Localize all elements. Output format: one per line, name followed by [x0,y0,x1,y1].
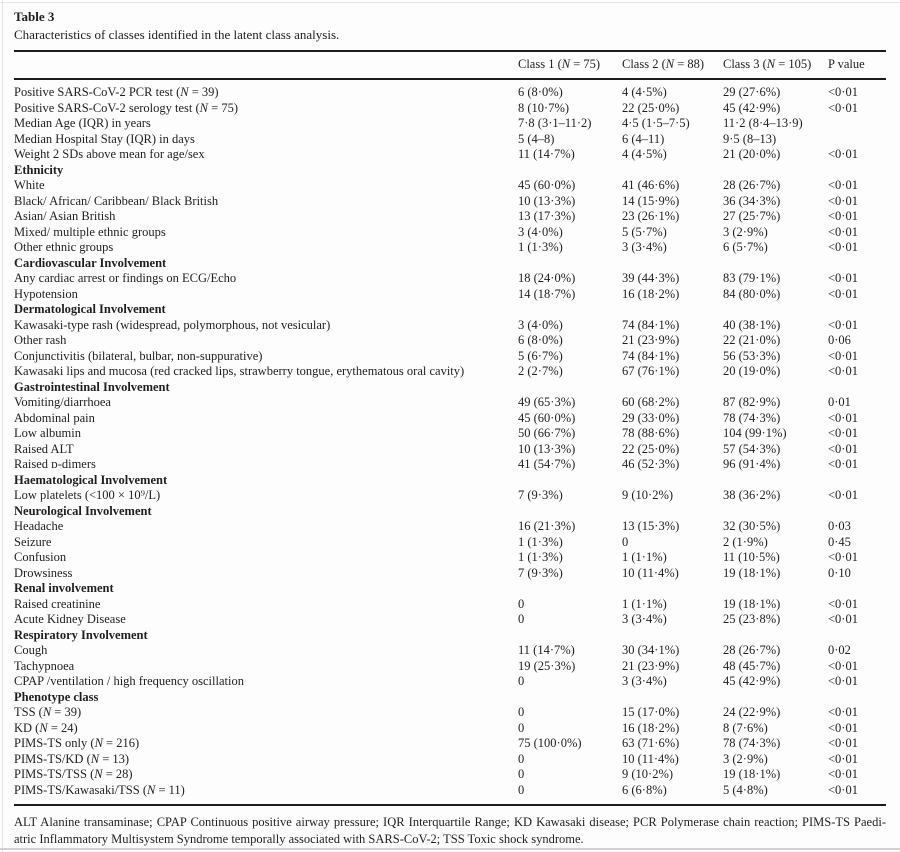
column-header-2: Class 2 (N = 88) [622,57,705,71]
cell-class2: 63 (71·6%) [622,736,680,750]
footnote [14,814,886,848]
row-label: Respiratory Involvement [14,627,148,642]
row-label: Abdominal pain [14,410,95,425]
cell-class3: 20 (19·0%) [723,364,781,378]
section-row [14,581,886,597]
latent-class-table [14,50,886,806]
table-row [14,426,886,442]
row-label: Phenotype class [14,689,99,704]
table-row [14,132,886,148]
cell-pvalue: <0·01 [828,100,858,115]
table-title: Table 3 [14,9,55,24]
section-row [14,256,886,272]
table-row [14,550,886,566]
row-label: Median Hospital Stay (IQR) in days [14,131,195,146]
cell-class2: 78 (88·6%) [622,426,680,440]
cell-pvalue [828,116,886,132]
cell-class2: 4 (4·5%) [622,85,667,99]
cell-class1: 41 (54·7%) [518,457,576,471]
row-label: Mixed/ multiple ethnic groups [14,224,166,239]
table-row [14,194,886,210]
row-label: Weight 2 SDs above mean for age/sex [14,147,205,161]
row-label: Cough [14,643,48,657]
row-label: Black/ African/ Caribbean/ Black British [14,193,219,208]
cell-pvalue: <0·01 [828,178,858,192]
cell-class2: 9 (10·2%) [622,488,674,502]
cell-class1: 7 (9·3%) [518,565,563,580]
cell-class3: 11 (10·5%) [723,550,780,564]
cell-class2: 60 (68·2%) [622,395,680,409]
cell-class2: 10 (11·4%) [622,565,679,580]
row-label: Low albumin [14,426,82,440]
cell-class3: 8 (7·6%) [723,720,768,735]
cell-class3: 5 (4·8%) [723,782,768,797]
cell-class1: 1 (1·3%) [518,534,563,549]
column-header-3: Class 3 (N = 105) [723,57,812,71]
cell-class3: 56 (53·3%) [723,348,781,363]
cell-class2: 0 [622,534,629,549]
cell-class1: 14 (18·7%) [518,286,576,301]
section-row [14,163,886,179]
row-label: Kawasaki lips and mucosa (red cracked lips, strawberry tongue, erythematous oral cavity) [14,364,465,378]
cell-pvalue: <0·01 [828,286,858,301]
cell-class3: 3 (2·9%) [723,224,768,239]
table-row [14,209,886,225]
cell-class1: 7 (9·3%) [518,488,563,502]
table-row [14,659,886,675]
cell-class2: 4 (4·5%) [622,147,667,161]
row-label: Headache [14,519,64,533]
cell-class3: 32 (30·5%) [723,519,781,533]
cell-pvalue: <0·01 [828,441,858,456]
cell-class2: 1 (1·1%) [622,596,667,611]
cell-class3: 87 (82·9%) [723,395,781,409]
cell-class2: 23 (26·1%) [622,209,680,223]
cell-class1: 7·8 (3·1–11·2) [518,116,592,130]
cell-class2: 5 (5·7%) [622,224,667,239]
table-row [14,240,886,256]
cell-pvalue: <0·01 [828,720,858,735]
header-row [14,50,886,80]
cell-pvalue: 0·01 [828,395,851,409]
cell-class1: 3 (4·0%) [518,224,563,239]
cell-class3: 27 (25·7%) [723,209,781,223]
row-label: Ethnicity [14,162,64,177]
row-label: Vomiting/diarrhoea [14,395,111,409]
cell-class3: 57 (54·3%) [723,441,781,456]
section-row [14,473,886,489]
cell-pvalue: <0·01 [828,317,858,332]
cell-pvalue: <0·01 [828,596,858,611]
row-label: PIMS-TS only (N = 216) [14,736,140,750]
cell-class2: 39 (44·3%) [622,271,680,285]
cell-pvalue: <0·01 [828,736,858,750]
cell-class2: 21 (23·9%) [622,658,680,673]
cell-class2: 4·5 (1·5–7·5) [622,116,690,130]
table-row [14,566,886,582]
row-label: Acute Kidney Disease [14,612,126,626]
cell-class2: 3 (3·4%) [622,612,667,626]
cell-class1: 0 [518,596,525,611]
cell-class3: 104 (99·1%) [723,426,787,440]
cell-class1: 1 (1·3%) [518,550,563,564]
table-row [14,519,886,535]
cell-class1: 1 (1·3%) [518,240,563,254]
cell-class1: 19 (25·3%) [518,658,576,673]
cell-class2: 67 (76·1%) [622,364,680,378]
cell-class1: 10 (13·3%) [518,441,576,456]
cell-class3: 9·5 (8–13) [723,131,777,146]
row-label: CPAP /ventilation / high frequency oscillation [14,674,244,688]
table-row [14,721,886,737]
row-label: Asian/ Asian British [14,209,116,223]
row-label: Positive SARS-CoV-2 PCR test (N = 39) [14,85,219,99]
cell-class2: 41 (46·6%) [622,178,680,192]
table-row [14,85,886,101]
cell-class3: 6 (5·7%) [723,240,768,254]
row-label: TSS (N = 39) [14,705,82,719]
table-row [14,752,886,768]
table-row [14,767,886,783]
row-label: Other ethnic groups [14,240,114,254]
cell-class3: 29 (27·6%) [723,85,781,99]
table-row [14,442,886,458]
cell-class1: 11 (14·7%) [518,147,575,161]
table-row [14,736,886,752]
cell-class3: 28 (26·7%) [723,178,781,192]
table-row [14,287,886,303]
cell-pvalue [828,132,886,148]
cell-class1: 6 (8·0%) [518,333,563,347]
cell-class2: 9 (10·2%) [622,767,674,781]
cell-class3: 38 (36·2%) [723,488,781,502]
cell-class2: 46 (52·3%) [622,457,680,471]
section-row [14,504,886,520]
table-row [14,349,886,365]
table-row [14,271,886,287]
footnote-line-1: ALT Alanine transaminase; CPAP Continuous positive airway pressure; IQR Interquartile Range; KD Kawasaki disease; PCR Polymerase chain reaction; PIMS-TS Paedi- [14,815,886,829]
cell-class3: 19 (18·1%) [723,565,781,580]
row-label: Raised ᴅ-dimers [14,457,96,471]
cell-pvalue: <0·01 [828,193,858,208]
cell-pvalue: 0·06 [828,333,851,347]
cell-class1: 5 (4–8) [518,131,555,146]
row-label: Conjunctivitis (bilateral, bulbar, non-suppurative) [14,348,263,363]
cell-pvalue: 0·45 [828,534,851,549]
table-row [14,318,886,334]
row-label: Seizure [14,534,52,549]
cell-class1: 0 [518,782,525,797]
cell-class2: 74 (84·1%) [622,348,680,363]
cell-class2: 14 (15·9%) [622,193,680,208]
cell-pvalue: <0·01 [828,612,858,626]
cell-class1: 8 (10·7%) [518,100,570,115]
cell-class2: 15 (17·0%) [622,705,680,719]
cell-class3: 28 (26·7%) [723,643,781,657]
cell-class2: 74 (84·1%) [622,317,680,332]
cell-pvalue: <0·01 [828,767,858,781]
table-row [14,395,886,411]
page-edge-bottom [0,848,900,850]
section-row [14,628,886,644]
cell-pvalue: <0·01 [828,224,858,239]
cell-class3: 84 (80·0%) [723,286,781,301]
row-label: Kawasaki-type rash (widespread, polymorphous, not vesicular) [14,317,331,332]
cell-class3: 45 (42·9%) [723,674,781,688]
cell-pvalue: <0·01 [828,550,858,564]
row-label: Renal involvement [14,581,114,595]
cell-class2: 6 (6·8%) [622,782,667,797]
row-label: Raised creatinine [14,596,101,611]
cell-class1: 16 (21·3%) [518,519,576,533]
cell-class3: 11·2 (8·4–13·9) [723,116,803,130]
cell-class2: 1 (1·1%) [622,550,667,564]
row-label: Other rash [14,333,67,347]
cell-class1: 5 (6·7%) [518,348,563,363]
row-label: Median Age (IQR) in years [14,116,151,130]
cell-class1: 0 [518,612,525,626]
header-spacer [14,57,518,72]
row-label: Gastrointestinal Involvement [14,379,170,394]
cell-class1: 75 (100·0%) [518,736,582,750]
row-label: Dermatological Involvement [14,302,166,316]
cell-class2: 6 (4–11) [622,131,665,146]
cell-class3: 40 (38·1%) [723,317,781,332]
table-row [14,364,886,380]
cell-class1: 13 (17·3%) [518,209,576,223]
cell-pvalue: 0·02 [828,643,851,657]
cell-class2: 21 (23·9%) [622,333,680,347]
cell-pvalue: <0·01 [828,457,858,471]
column-header-1: Class 1 (N = 75) [518,57,601,71]
table-row [14,116,886,132]
table-row [14,411,886,427]
cell-class3: 19 (18·1%) [723,767,781,781]
cell-pvalue: <0·01 [828,426,858,440]
cell-class3: 36 (34·3%) [723,193,781,208]
table-row [14,705,886,721]
table-row [14,178,886,194]
cell-class3: 48 (45·7%) [723,658,781,673]
table-row [14,597,886,613]
cell-class2: 13 (15·3%) [622,519,680,533]
cell-class2: 10 (11·4%) [622,751,679,766]
row-label: Cardiovascular Involvement [14,255,167,270]
row-label: Raised ALT [14,441,74,456]
row-label: Low platelets (<100 × 10⁹/L) [14,488,161,502]
footnote-line-2: atric Inflammatory Multisystem Syndrome temporally associated with SARS-CoV-2; TSS Toxic shock syndrome. [14,832,584,846]
row-label: KD (N = 24) [14,720,78,735]
cell-class3: 21 (20·0%) [723,147,781,161]
cell-pvalue: <0·01 [828,782,858,797]
table-row [14,225,886,241]
cell-class1: 11 (14·7%) [518,643,575,657]
column-header-4: P value [828,57,865,71]
table-row [14,674,886,690]
row-label: Tachypnoea [14,658,75,673]
cell-class3: 2 (1·9%) [723,534,768,549]
cell-class1: 6 (8·0%) [518,85,563,99]
cell-pvalue: 0·10 [828,565,851,580]
row-label: Positive SARS-CoV-2 serology test (N = 75) [14,100,238,115]
table-row [14,535,886,551]
cell-class1: 3 (4·0%) [518,317,563,332]
cell-class3: 78 (74·3%) [723,410,781,425]
cell-class1: 45 (60·0%) [518,410,576,425]
cell-class3: 22 (21·0%) [723,333,781,347]
row-label: Any cardiac arrest or findings on ECG/Echo [14,271,237,285]
cell-class1: 0 [518,751,525,766]
row-label: Confusion [14,550,67,564]
table-caption: Characteristics of classes identified in the latent class analysis. [14,27,340,42]
cell-class3: 24 (22·9%) [723,705,781,719]
section-row [14,380,886,396]
cell-pvalue: <0·01 [828,348,858,363]
cell-class3: 78 (74·3%) [723,736,781,750]
cell-class2: 16 (18·2%) [622,286,680,301]
cell-class1: 10 (13·3%) [518,193,576,208]
cell-class2: 3 (3·4%) [622,674,667,688]
cell-class2: 22 (25·0%) [622,441,680,456]
row-label: PIMS-TS/KD (N = 13) [14,751,130,766]
cell-class1: 0 [518,674,525,688]
cell-pvalue: <0·01 [828,751,858,766]
cell-pvalue: <0·01 [828,410,858,425]
cell-pvalue: <0·01 [828,705,858,719]
row-label: PIMS-TS/Kawasaki/TSS (N = 11) [14,782,185,797]
cell-pvalue: <0·01 [828,488,858,502]
cell-class2: 3 (3·4%) [622,240,667,254]
cell-class1: 2 (2·7%) [518,364,563,378]
table-row [14,612,886,628]
row-label: Drowsiness [14,565,73,580]
row-label: White [14,178,45,192]
cell-pvalue: <0·01 [828,85,858,99]
cell-class1: 0 [518,767,525,781]
cell-class1: 49 (65·3%) [518,395,576,409]
section-row [14,690,886,706]
cell-class1: 0 [518,720,525,735]
table-row [14,147,886,163]
cell-pvalue: <0·01 [828,271,858,285]
cell-class1: 45 (60·0%) [518,178,576,192]
cell-pvalue: <0·01 [828,147,858,161]
cell-class3: 45 (42·9%) [723,100,781,115]
cell-class3: 83 (79·1%) [723,271,781,285]
cell-class2: 29 (33·0%) [622,410,680,425]
cell-class3: 3 (2·9%) [723,751,768,766]
cell-class2: 30 (34·1%) [622,643,680,657]
cell-class2: 16 (18·2%) [622,720,680,735]
row-label: PIMS-TS/TSS (N = 28) [14,767,133,781]
table-row [14,643,886,659]
table-body [14,80,886,806]
cell-class1: 50 (66·7%) [518,426,576,440]
section-row [14,302,886,318]
cell-class3: 25 (23·8%) [723,612,781,626]
cell-pvalue: 0·03 [828,519,851,533]
cell-pvalue: <0·01 [828,674,858,688]
table-row [14,783,886,799]
cell-class3: 96 (91·4%) [723,457,781,471]
cell-pvalue: <0·01 [828,209,858,223]
cell-class2: 22 (25·0%) [622,100,680,115]
cell-class1: 0 [518,705,525,719]
cell-class3: 19 (18·1%) [723,596,781,611]
table-row [14,488,886,504]
row-label: Hypotension [14,286,78,301]
row-label: Haematological Involvement [14,472,168,487]
cell-class1: 18 (24·0%) [518,271,576,285]
cell-pvalue: <0·01 [828,364,858,378]
cell-pvalue: <0·01 [828,240,858,254]
row-label: Neurological Involvement [14,503,152,518]
table-row [14,101,886,117]
cell-pvalue: <0·01 [828,658,858,673]
table-row [14,457,886,473]
table-row [14,333,886,349]
